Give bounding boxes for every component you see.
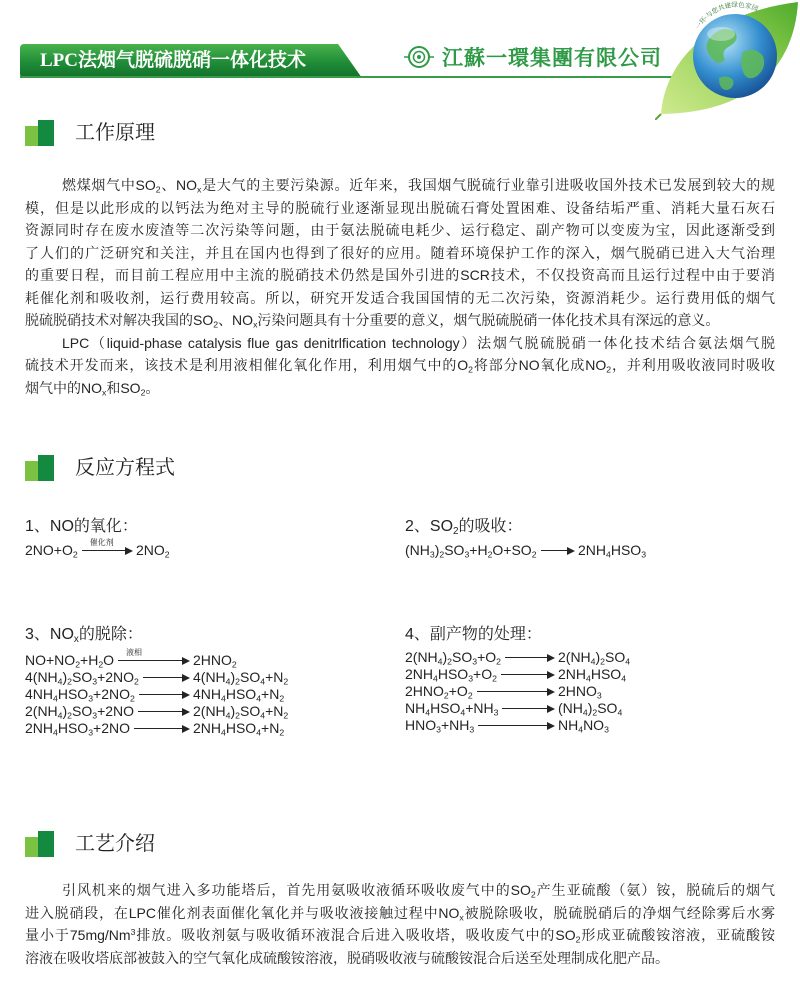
subscript: 2 [443, 690, 449, 701]
header-divider [20, 76, 690, 78]
subscript: 2 [283, 710, 289, 721]
equation-row [25, 669, 288, 686]
text-line: 脱硫脱硝技术对解决我国的$SO_2$、$NO_x$污染问题具有十分重要的意义，烟气脱硫脱硝一体化技术具有深远的意义。 [25, 312, 720, 330]
superscript: 3 [130, 927, 136, 938]
section-header-principle [25, 119, 325, 147]
products: $(NH_4)_2SO_4$ [558, 700, 623, 718]
text-line: 模，但是以此形成的以钙法为绝对主导的脱硫行业逐渐显现出脱硫石膏处置困难、设备结垢严重、消耗大量石灰石 [25, 199, 775, 216]
subscript: 4 [225, 676, 231, 687]
byproduct-heading: 4、副产物的处理： [405, 626, 542, 643]
subscript: 4 [606, 549, 611, 560]
subscript: 2 [129, 693, 135, 704]
equation-row [405, 542, 646, 559]
section-header-reactions [25, 454, 325, 482]
subscript: 2 [134, 676, 139, 687]
subscript: 4 [256, 693, 262, 704]
subscript: 3 [429, 549, 435, 560]
subscript: 2 [492, 673, 497, 684]
subscript: 3 [88, 693, 94, 704]
equation-row [405, 700, 630, 717]
reaction-arrow-icon [541, 543, 575, 557]
subscript: 3 [92, 710, 98, 721]
section-title: 工艺介绍 [75, 833, 155, 855]
reaction-arrow-icon [82, 538, 133, 557]
subscript: 4 [621, 673, 627, 684]
section-marker-icon [38, 455, 54, 481]
globe-shape [693, 14, 777, 98]
reactants-with-arrow [405, 649, 555, 665]
reactants-with-arrow [25, 703, 190, 719]
subscript: 3 [641, 549, 647, 560]
subscript: 2 [279, 693, 285, 704]
subscript: 4 [625, 656, 631, 667]
subscript: 3 [604, 724, 609, 735]
subscript: 4 [425, 707, 431, 718]
text-line: LPC（liquid-phase catalysis flue gas denitrlfication technology）法烟气脱硫脱硝一体化技术结合氨法烟气脱 [62, 334, 775, 351]
process-text [25, 879, 775, 970]
reactants-with-arrow [25, 669, 190, 685]
company-emblem-icon [404, 44, 434, 70]
products: $2NH_4HSO_4$ [558, 666, 627, 684]
subscript: 2 [439, 549, 445, 560]
globe-leaf-icon [655, 0, 800, 120]
subscript: 3 [88, 727, 94, 738]
text-line: 溶液在吸收塔底部被鼓入的空气氧化成硫酸铵溶液，脱硝吸收液与硫酸铵混合后送至处理制成化肥产品。 [25, 950, 669, 967]
subscript: 3 [596, 690, 602, 701]
reactants: $2NO+O_2$ [25, 542, 78, 560]
subscript: 2 [283, 676, 289, 687]
subscript: 3 [468, 673, 474, 684]
subscript: 2 [235, 676, 240, 687]
globe-highlight [707, 27, 735, 41]
subscript: 2 [279, 727, 285, 738]
text-line: 引风机来的烟气进入多功能塔后，首先用氨吸收液循环吸收废气中的$SO_2$产生亚硫酸（氨）铵，脱硫后的烟气 [62, 882, 776, 900]
subscript: 4 [460, 707, 466, 718]
subscript: 3 [92, 676, 98, 687]
text-line: 的重要日程，而目前工程应用中主流的脱硝技术仍然是国外引进的SCR技术，不仅投资高而且运行过程中由于要消 [25, 267, 775, 284]
reactants-with-arrow [25, 538, 133, 560]
reactants: $4(NH_4)_2SO_3+2NO_2$ [25, 669, 139, 687]
subscript: 4 [578, 724, 584, 735]
company-name: 江蘇一環集團有限公司 [442, 45, 662, 70]
subscript: 4 [57, 710, 63, 721]
reactants-with-arrow [25, 686, 190, 702]
subscript: 4 [53, 693, 58, 704]
text-line: 进入脱硝段，在LPC催化剂表面催化氧化并与吸收液接触过程中$NO_x$被脱除吸收，脱硫脱硝后的净烟气经除雾后水雾 [25, 904, 776, 923]
banner-title: LPC法烟气脱硫脱硝一体化技术 [40, 50, 307, 71]
products: $2(NH_4)_2SO_4$ [558, 649, 631, 667]
subscript: 2 [164, 549, 170, 560]
subscript: 4 [260, 710, 266, 721]
text-line: 了人们的广泛研究和关注，并且在国内也得到了很好的应用。随着环境保护工作的深入，烟气脱硝已进入大气治理 [25, 244, 775, 261]
company-logo [404, 44, 662, 70]
reaction-arrow-icon [118, 648, 190, 667]
subscript: x [253, 319, 258, 330]
subscript: 2 [467, 690, 473, 701]
reaction-condition: 催化剂 [89, 538, 114, 547]
subscript: 4 [590, 656, 596, 667]
reaction-arrow-icon [143, 670, 190, 684]
subscript: 2 [72, 549, 78, 560]
subscript: 4 [57, 676, 63, 687]
leaf-stem [655, 114, 661, 120]
reactants: $(NH_3)_2SO_3+H_2O+SO_2$ [405, 542, 537, 560]
reactants: $2(NH_4)_2SO_3+2NO$ [25, 703, 135, 721]
subscript: 3 [464, 549, 470, 560]
products: $NH_4NO_3$ [558, 717, 609, 735]
so2-absorption-equations [405, 542, 646, 559]
subscript: 2 [600, 656, 605, 667]
equation-row [25, 538, 170, 560]
text-line: 燃煤烟气中$SO_2$、$NO_x$是大气的主要污染源。近年来，我国烟气脱硫行业靠引进吸收国外技术已发展到较大的规 [62, 177, 776, 195]
reactants-with-arrow [25, 648, 190, 670]
subscript: 2 [231, 659, 237, 670]
subscript: 2 [67, 710, 72, 721]
section-header-process [25, 830, 325, 858]
byproduct-equations [405, 649, 630, 734]
section-marker-icon [38, 831, 54, 857]
equation-row [405, 717, 630, 734]
subscript: 4 [221, 693, 226, 704]
subscript: x [73, 633, 79, 645]
subscript: 4 [260, 676, 266, 687]
products: $4(NH_4)_2SO_4+N_2$ [193, 669, 289, 687]
reactants: $2(NH_4)_2SO_3+O_2$ [405, 649, 501, 667]
subscript: 2 [140, 387, 146, 398]
reactants: $2NH_4HSO_3+2NO$ [25, 720, 130, 738]
text-line: 量小于75mg/Nm$^3$排放。吸收剂氨与吸收循环液混合后进入吸收塔，吸收废气中的$SO_2$形成亚硫酸铵溶液，亚硫酸铵 [25, 927, 775, 945]
reaction-arrow-icon [502, 701, 555, 715]
reactants: $2NH_4HSO_3+O_2$ [405, 666, 497, 684]
reaction-arrow-icon [477, 684, 555, 698]
text-line: 硫技术开发而来，该技术是利用液相催化氧化作用，利用烟气中的$O_2$将部分NO氧化成$NO_2$，并利用吸收液同时吸收 [25, 357, 776, 375]
principle-text [25, 174, 775, 399]
oxidation-heading: 1、NO的氧化： [25, 518, 138, 535]
reactants-with-arrow [405, 666, 555, 682]
subscript: 4 [586, 673, 591, 684]
section-title: 反应方程式 [75, 457, 175, 479]
subscript: 2 [530, 889, 536, 900]
nox-removal-heading: 3、$NO_x$的脱除： [25, 626, 143, 645]
subscript: 2 [155, 184, 161, 195]
products: $2HNO_2$ [193, 652, 237, 670]
subscript: 2 [468, 364, 473, 375]
nox-removal-equations [25, 648, 289, 738]
subscript: x [459, 912, 464, 923]
subscript: 2 [606, 364, 612, 375]
subscript: 4 [256, 727, 262, 738]
subscript: 2 [213, 319, 219, 330]
subscript: 2 [235, 710, 240, 721]
reactants: $NO+NO_2+H_2O$ [25, 652, 115, 670]
section-title: 工作原理 [75, 122, 155, 144]
reactants: $4NH_4HSO_3+2NO_2$ [25, 686, 135, 704]
reactants: $NH_4HSO_4+NH_3$ [405, 700, 499, 718]
subscript: 2 [592, 707, 598, 718]
reaction-arrow-icon [505, 650, 555, 664]
products: $2NH_4HSO_3$ [578, 542, 647, 560]
text-line: 耗催化剂和吸收剂，运行费用较高。所以，研究开发适合我国国情的无二次污染，资源消耗少。运行费用低的烟气 [25, 289, 775, 306]
products: $2(NH_4)_2SO_4+N_2$ [193, 703, 289, 721]
equation-row [25, 720, 288, 737]
slogan: 一环·与您共建绿色家园 [693, 0, 760, 32]
equation-row [25, 686, 288, 703]
subscript: 4 [582, 707, 588, 718]
reaction-arrow-icon [138, 704, 190, 718]
subscript: 4 [225, 710, 231, 721]
reaction-condition: 液相 [126, 648, 143, 657]
text-line: 烟气中的$NO_x$和$SO_2$。 [25, 379, 160, 398]
subscript: 3 [493, 707, 499, 718]
text-line: 资源同时存在废水废渣等二次污染等问题，由于氨法脱硫电耗少、运行稳定、副产物可以变废为宝，因此逐渐受到 [25, 222, 775, 239]
subscript: 2 [531, 549, 537, 560]
subscript: 4 [53, 727, 58, 738]
equation-row [405, 666, 630, 683]
reactants-with-arrow [405, 717, 555, 733]
reaction-arrow-icon [134, 721, 190, 735]
reaction-arrow-icon [501, 667, 555, 681]
subscript: 2 [575, 934, 581, 945]
products: $2NO_2$ [136, 542, 170, 560]
reactants: $HNO_3+NH_3$ [405, 717, 475, 735]
subscript: 2 [487, 549, 493, 560]
subscript: 2 [98, 659, 104, 670]
subscript: 2 [67, 676, 72, 687]
subscript: x [102, 387, 107, 398]
reactants: $2HNO_2+O_2$ [405, 683, 473, 701]
equation-row [25, 648, 288, 670]
subscript: 4 [221, 727, 226, 738]
equation-row [405, 649, 630, 666]
section-marker-icon [38, 120, 54, 146]
products: $2HNO_3$ [558, 683, 602, 701]
subscript: 2 [496, 656, 501, 667]
reaction-arrow-icon [139, 687, 190, 701]
reaction-arrow-icon [478, 718, 555, 732]
subscript: 3 [469, 724, 475, 735]
equation-row [405, 683, 630, 700]
subscript: 4 [437, 656, 443, 667]
subscript: x [197, 184, 202, 195]
oxidation-equations [25, 538, 170, 560]
reactants-with-arrow [405, 542, 575, 558]
products: $4NH_4HSO_4+N_2$ [193, 686, 285, 704]
subscript: 2 [75, 659, 81, 670]
subscript: 3 [472, 656, 478, 667]
reactants-with-arrow [405, 683, 555, 699]
subscript: 4 [617, 707, 623, 718]
so2-absorption-heading: 2、$SO_2$的吸收： [405, 518, 523, 537]
subscript: 2 [453, 525, 459, 537]
products: $2NH_4HSO_4+N_2$ [193, 720, 285, 738]
equation-row [25, 703, 288, 720]
reactants-with-arrow [25, 720, 190, 736]
subscript: 4 [433, 673, 438, 684]
reactants-with-arrow [405, 700, 555, 716]
subscript: 3 [436, 724, 441, 735]
subscript: 2 [447, 656, 452, 667]
